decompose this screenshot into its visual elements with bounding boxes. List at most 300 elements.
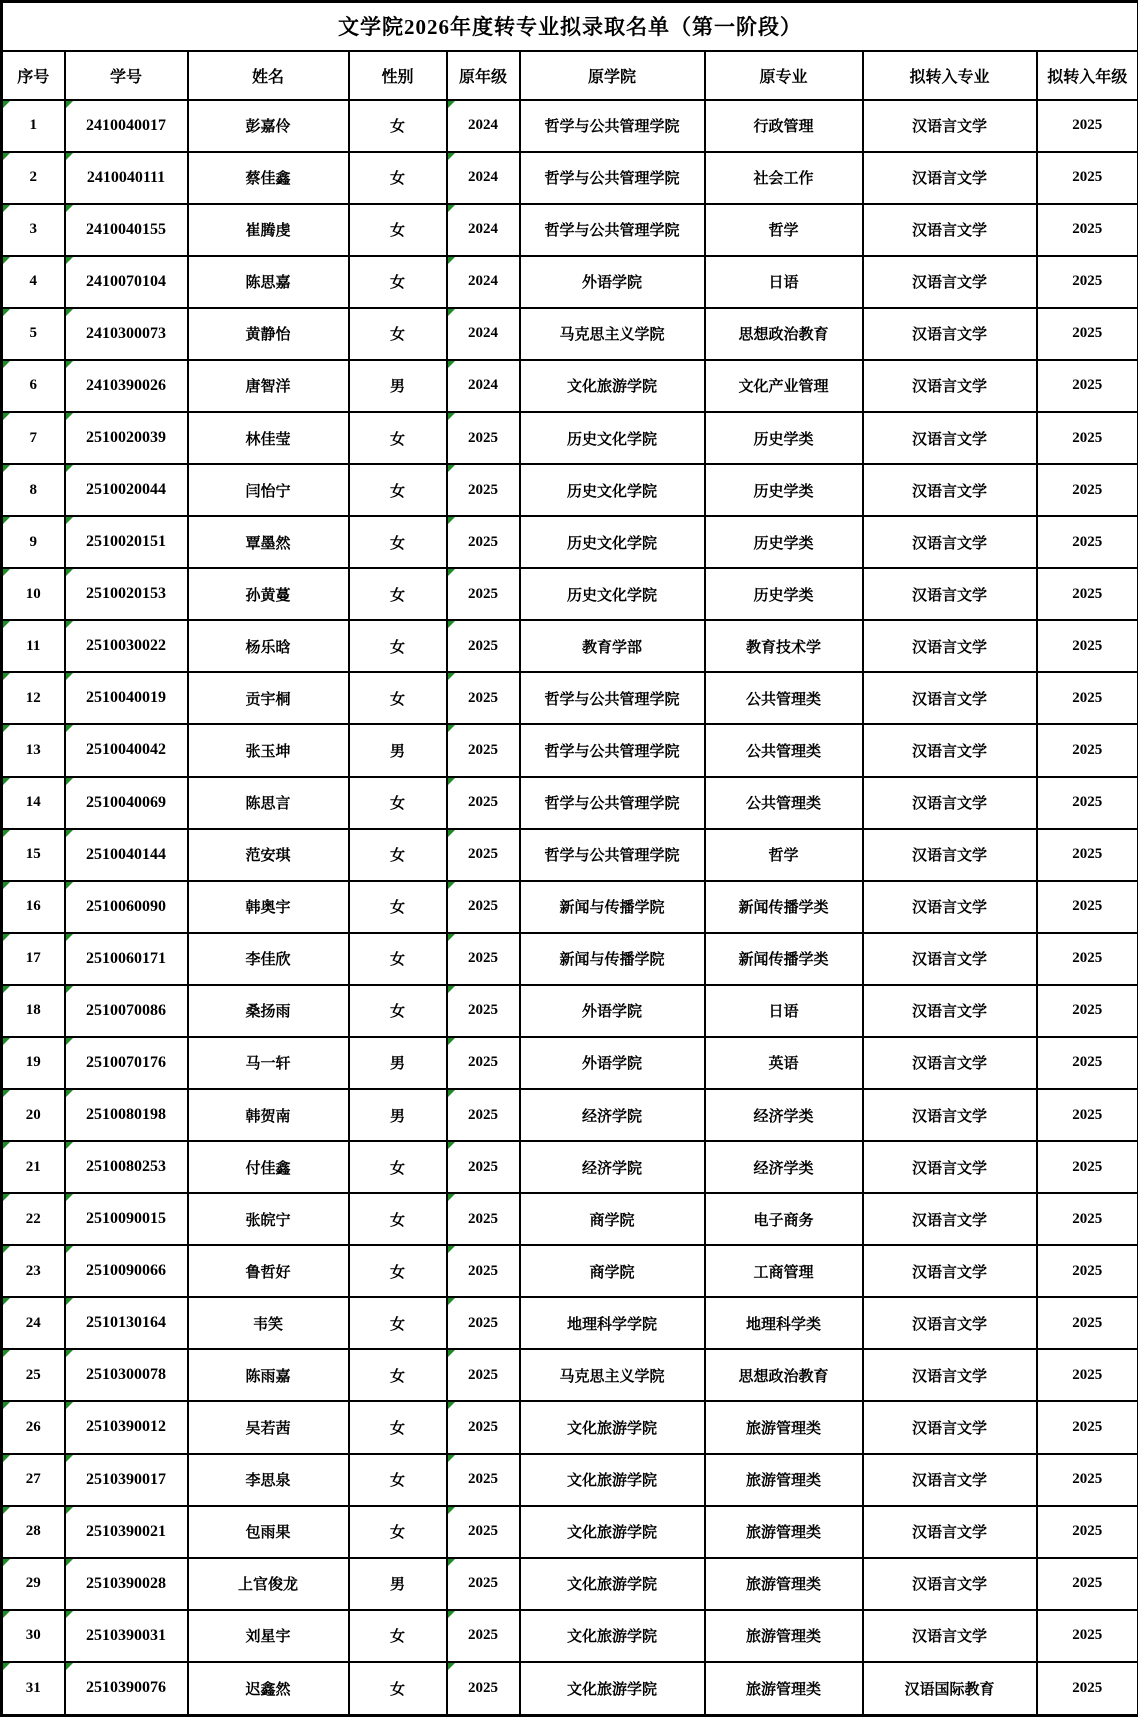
cell-gender [349, 100, 447, 152]
cell-value: 2510060090 [86, 897, 166, 915]
cell-value: 2025 [468, 794, 498, 811]
cell-target_grade [1037, 1297, 1138, 1349]
cell-value: 孙黄蔓 [245, 587, 291, 604]
cell-orig_major [705, 152, 863, 204]
cell-orig_major [705, 1141, 863, 1193]
cell-name [188, 360, 349, 412]
cell-orig_grade [447, 1610, 520, 1662]
cell-value: 汉语言文学 [911, 1577, 987, 1594]
cell-value: 商学院 [589, 1264, 635, 1281]
cell-value: 汉语言文学 [911, 1108, 987, 1125]
cell-value: 汉语言文学 [911, 900, 987, 917]
cell-value: 女 [389, 900, 405, 917]
cell-target_major [863, 985, 1037, 1037]
cell-value: 女 [389, 223, 405, 240]
text-format-marker-icon [448, 1611, 455, 1618]
text-format-marker-icon [3, 1507, 10, 1514]
cell-student_id [65, 1089, 188, 1141]
cell-value: 张玉坤 [245, 743, 291, 760]
cell-orig_college [520, 724, 705, 776]
cell-serial [2, 1506, 65, 1558]
cell-value: 2025 [468, 1210, 498, 1227]
table-row [2, 1141, 1138, 1193]
cell-value: 工商管理 [753, 1264, 814, 1281]
cell-value: 汉语言文学 [911, 743, 987, 760]
text-format-marker-icon [66, 673, 73, 680]
cell-value: 哲学与公共管理学院 [544, 119, 680, 136]
cell-value: 2025 [468, 1002, 498, 1019]
cell-orig_major [705, 412, 863, 464]
cell-value: 汉语言文学 [911, 535, 987, 552]
cell-value: 女 [389, 1212, 405, 1229]
cell-target_major [863, 464, 1037, 516]
cell-target_grade [1037, 1401, 1138, 1453]
cell-value: 2510070176 [86, 1053, 166, 1071]
cell-value: 新闻传播学类 [738, 900, 829, 917]
text-format-marker-icon [66, 778, 73, 785]
text-format-marker-icon [448, 830, 455, 837]
cell-value: 2025 [468, 481, 498, 498]
cell-target_major [863, 1245, 1037, 1297]
cell-value: 2510390028 [86, 1574, 166, 1592]
text-format-marker-icon [66, 621, 73, 628]
cell-target_grade [1037, 1245, 1138, 1297]
cell-target_grade [1037, 1662, 1138, 1716]
cell-target_grade [1037, 1610, 1138, 1662]
cell-orig_major [705, 100, 863, 152]
column-header-student_id: 学号 [65, 51, 188, 100]
table-row [2, 620, 1138, 672]
cell-value: 2025 [468, 1106, 498, 1123]
cell-orig_major [705, 1662, 863, 1716]
cell-target_grade [1037, 1454, 1138, 1506]
cell-target_major [863, 1349, 1037, 1401]
cell-value: 历史文化学院 [566, 587, 657, 604]
cell-value: 2 [29, 169, 37, 186]
cell-value: 2025 [1072, 585, 1103, 602]
cell-serial [2, 881, 65, 933]
text-format-marker-icon [448, 569, 455, 576]
text-format-marker-icon [448, 101, 455, 108]
cell-serial [2, 1401, 65, 1453]
cell-student_id [65, 1610, 188, 1662]
cell-target_grade [1037, 100, 1138, 152]
cell-target_major [863, 1506, 1037, 1558]
cell-value: 2025 [1072, 1158, 1103, 1175]
cell-value: 女 [389, 1004, 405, 1021]
cell-orig_college [520, 1141, 705, 1193]
cell-value: 汉语言文学 [911, 119, 987, 136]
cell-value: 2025 [1072, 221, 1103, 238]
text-format-marker-icon [448, 257, 455, 264]
cell-orig_college [520, 1662, 705, 1716]
table-row [2, 777, 1138, 829]
column-header-orig_major: 原专业 [705, 51, 863, 100]
text-format-marker-icon [66, 1611, 73, 1618]
text-format-marker-icon [66, 465, 73, 472]
cell-value: 包雨果 [245, 1525, 291, 1542]
cell-value: 2025 [1072, 1471, 1103, 1488]
cell-value: 2025 [468, 585, 498, 602]
cell-gender [349, 360, 447, 412]
text-format-marker-icon [66, 569, 73, 576]
text-format-marker-icon [3, 1038, 10, 1045]
cell-value: 哲学与公共管理学院 [544, 691, 680, 708]
cell-name [188, 724, 349, 776]
cell-value: 2025 [468, 1627, 498, 1644]
cell-name [188, 777, 349, 829]
cell-value: 付佳鑫 [245, 1160, 291, 1177]
cell-value: 2025 [1072, 429, 1103, 446]
cell-value: 男 [389, 1056, 405, 1073]
text-format-marker-icon [66, 934, 73, 941]
cell-value: 蔡佳鑫 [245, 171, 291, 188]
cell-target_major [863, 152, 1037, 204]
cell-gender [349, 568, 447, 620]
cell-value: 2410040155 [86, 220, 166, 238]
cell-value: 新闻传播学类 [738, 952, 829, 969]
cell-gender [349, 1037, 447, 1089]
cell-orig_grade [447, 1037, 520, 1089]
text-format-marker-icon [3, 1559, 10, 1566]
cell-value: 英语 [768, 1056, 799, 1073]
cell-student_id [65, 412, 188, 464]
cell-value: 男 [389, 379, 405, 396]
cell-student_id [65, 204, 188, 256]
cell-target_major [863, 360, 1037, 412]
cell-value: 汉语言文学 [911, 171, 987, 188]
title-row [2, 2, 1138, 51]
cell-value: 历史文化学院 [566, 483, 657, 500]
text-format-marker-icon [448, 673, 455, 680]
cell-value: 女 [389, 1420, 405, 1437]
text-format-marker-icon [3, 673, 10, 680]
cell-value: 女 [389, 587, 405, 604]
cell-value: 1 [29, 117, 37, 134]
cell-serial [2, 829, 65, 881]
cell-value: 女 [389, 431, 405, 448]
cell-value: 女 [389, 1316, 405, 1333]
cell-value: 女 [389, 275, 405, 292]
cell-value: 思想政治教育 [738, 1368, 829, 1385]
table-row [2, 152, 1138, 204]
cell-serial [2, 777, 65, 829]
cell-value: 2510040144 [86, 845, 166, 863]
cell-student_id [65, 829, 188, 881]
cell-gender [349, 256, 447, 308]
cell-value: 陈思嘉 [245, 275, 291, 292]
table-row [2, 1662, 1138, 1716]
cell-value: 2025 [1072, 1054, 1103, 1071]
cell-value: 2025 [468, 898, 498, 915]
cell-value: 唐智洋 [245, 379, 291, 396]
cell-name [188, 1662, 349, 1716]
cell-value: 2410390026 [86, 376, 166, 394]
cell-orig_college [520, 1610, 705, 1662]
table-row [2, 516, 1138, 568]
cell-value: 31 [25, 1679, 41, 1696]
cell-value: 女 [389, 1160, 405, 1177]
text-format-marker-icon [66, 1402, 73, 1409]
cell-value: 经济学类 [753, 1108, 814, 1125]
cell-gender [349, 1401, 447, 1453]
cell-value: 2025 [1072, 1106, 1103, 1123]
cell-gender [349, 1454, 447, 1506]
cell-orig_grade [447, 881, 520, 933]
header-row [2, 51, 1138, 100]
cell-value: 旅游管理类 [745, 1473, 821, 1490]
cell-orig_grade [447, 1193, 520, 1245]
cell-target_major [863, 1401, 1037, 1453]
cell-value: 电子商务 [753, 1212, 814, 1229]
cell-serial [2, 620, 65, 672]
cell-value: 2024 [468, 169, 498, 186]
cell-orig_grade [447, 152, 520, 204]
cell-orig_major [705, 516, 863, 568]
cell-target_major [863, 1141, 1037, 1193]
cell-student_id [65, 100, 188, 152]
cell-serial [2, 724, 65, 776]
cell-student_id [65, 152, 188, 204]
cell-name [188, 308, 349, 360]
cell-value: 9 [29, 533, 37, 550]
cell-value: 汉语国际教育 [904, 1681, 995, 1698]
cell-serial [2, 308, 65, 360]
cell-orig_college [520, 620, 705, 672]
cell-orig_college [520, 412, 705, 464]
column-header-name: 姓名 [188, 51, 349, 100]
cell-value: 2025 [468, 429, 498, 446]
text-format-marker-icon [3, 413, 10, 420]
cell-value: 2025 [468, 1418, 498, 1435]
cell-target_grade [1037, 256, 1138, 308]
cell-target_major [863, 308, 1037, 360]
cell-value: 女 [389, 1525, 405, 1542]
cell-value: 2510020044 [86, 481, 166, 499]
text-format-marker-icon [3, 1298, 10, 1305]
text-format-marker-icon [3, 725, 10, 732]
cell-serial [2, 568, 65, 620]
cell-name [188, 568, 349, 620]
text-format-marker-icon [3, 621, 10, 628]
text-format-marker-icon [66, 1350, 73, 1357]
cell-value: 22 [25, 1210, 41, 1227]
text-format-marker-icon [3, 1663, 10, 1670]
cell-value: 汉语言文学 [911, 275, 987, 292]
cell-value: 2510040069 [86, 793, 166, 811]
cell-value: 彭嘉伶 [245, 119, 291, 136]
text-format-marker-icon [3, 1611, 10, 1618]
cell-student_id [65, 620, 188, 672]
cell-student_id [65, 1558, 188, 1610]
column-header-target_grade: 拟转入年级 [1037, 51, 1138, 100]
cell-orig_college [520, 1349, 705, 1401]
cell-serial [2, 204, 65, 256]
text-format-marker-icon [66, 257, 73, 264]
cell-value: 马克思主义学院 [559, 1368, 665, 1385]
cell-orig_major [705, 1506, 863, 1558]
cell-target_grade [1037, 672, 1138, 724]
text-format-marker-icon [66, 205, 73, 212]
cell-target_major [863, 1193, 1037, 1245]
cell-value: 2410040017 [86, 116, 166, 134]
cell-target_major [863, 1558, 1037, 1610]
cell-value: 2025 [1072, 325, 1103, 342]
cell-value: 2025 [1072, 1262, 1103, 1279]
text-format-marker-icon [3, 986, 10, 993]
cell-orig_college [520, 516, 705, 568]
cell-orig_major [705, 829, 863, 881]
cell-serial [2, 1193, 65, 1245]
cell-orig_college [520, 829, 705, 881]
cell-name [188, 1245, 349, 1297]
text-format-marker-icon [3, 1246, 10, 1253]
cell-value: 女 [389, 796, 405, 813]
text-format-marker-icon [66, 1455, 73, 1462]
cell-target_major [863, 1297, 1037, 1349]
text-format-marker-icon [3, 101, 10, 108]
cell-orig_grade [447, 360, 520, 412]
cell-serial [2, 464, 65, 516]
cell-value: 女 [389, 535, 405, 552]
cell-value: 李思泉 [245, 1473, 291, 1490]
cell-orig_grade [447, 1141, 520, 1193]
cell-target_grade [1037, 464, 1138, 516]
cell-value: 2410300073 [86, 324, 166, 342]
text-format-marker-icon [448, 1142, 455, 1149]
table-row [2, 464, 1138, 516]
cell-student_id [65, 777, 188, 829]
text-format-marker-icon [66, 1507, 73, 1514]
cell-value: 15 [25, 846, 41, 863]
cell-value: 18 [25, 1002, 41, 1019]
cell-orig_grade [447, 1401, 520, 1453]
cell-value: 地理科学学院 [566, 1316, 657, 1333]
text-format-marker-icon [66, 986, 73, 993]
cell-orig_major [705, 360, 863, 412]
cell-value: 经济学院 [581, 1108, 642, 1125]
cell-value: 男 [389, 743, 405, 760]
cell-target_grade [1037, 568, 1138, 620]
cell-serial [2, 985, 65, 1037]
cell-serial [2, 516, 65, 568]
text-format-marker-icon [448, 205, 455, 212]
cell-value: 2025 [1072, 481, 1103, 498]
cell-orig_grade [447, 204, 520, 256]
cell-value: 2025 [1072, 1679, 1103, 1696]
cell-target_major [863, 620, 1037, 672]
text-format-marker-icon [66, 361, 73, 368]
cell-value: 2410040111 [86, 168, 166, 186]
cell-target_major [863, 1610, 1037, 1662]
cell-student_id [65, 933, 188, 985]
cell-serial [2, 152, 65, 204]
cell-value: 汉语言文学 [911, 1004, 987, 1021]
cell-orig_major [705, 1245, 863, 1297]
text-format-marker-icon [3, 882, 10, 889]
cell-value: 汉语言文学 [911, 587, 987, 604]
cell-value: 汉语言文学 [911, 1316, 987, 1333]
table-row [2, 672, 1138, 724]
cell-value: 汉语言文学 [911, 952, 987, 969]
cell-value: 汉语言文学 [911, 431, 987, 448]
cell-value: 经济学类 [753, 1160, 814, 1177]
text-format-marker-icon [448, 309, 455, 316]
cell-value: 张皖宁 [245, 1212, 291, 1229]
cell-serial [2, 256, 65, 308]
cell-target_major [863, 204, 1037, 256]
cell-target_major [863, 1454, 1037, 1506]
cell-target_major [863, 777, 1037, 829]
cell-name [188, 152, 349, 204]
cell-value: 陈思言 [245, 796, 291, 813]
cell-student_id [65, 1454, 188, 1506]
cell-value: 鲁哲好 [245, 1264, 291, 1281]
table-row [2, 100, 1138, 152]
cell-value: 2024 [468, 117, 498, 134]
cell-orig_grade [447, 412, 520, 464]
table-row [2, 308, 1138, 360]
cell-name [188, 1089, 349, 1141]
cell-orig_major [705, 672, 863, 724]
cell-value: 2510390021 [86, 1522, 166, 1540]
table-row [2, 933, 1138, 985]
cell-gender [349, 1089, 447, 1141]
cell-serial [2, 100, 65, 152]
cell-value: 汉语言文学 [911, 1264, 987, 1281]
cell-value: 29 [25, 1575, 41, 1592]
cell-value: 韩奥宇 [245, 900, 291, 917]
cell-orig_college [520, 464, 705, 516]
cell-value: 男 [389, 1108, 405, 1125]
cell-name [188, 1558, 349, 1610]
cell-value: 历史文化学院 [566, 431, 657, 448]
cell-student_id [65, 1297, 188, 1349]
text-format-marker-icon [3, 257, 10, 264]
cell-value: 闫怡宁 [245, 483, 291, 500]
cell-value: 2025 [1072, 1627, 1103, 1644]
text-format-marker-icon [66, 1038, 73, 1045]
cell-target_major [863, 568, 1037, 620]
cell-student_id [65, 985, 188, 1037]
column-header-gender: 性别 [349, 51, 447, 100]
cell-target_major [863, 1662, 1037, 1716]
cell-value: 女 [389, 952, 405, 969]
cell-value: 女 [389, 1368, 405, 1385]
text-format-marker-icon [3, 934, 10, 941]
cell-serial [2, 933, 65, 985]
cell-student_id [65, 308, 188, 360]
text-format-marker-icon [66, 830, 73, 837]
cell-value: 女 [389, 691, 405, 708]
cell-name [188, 1193, 349, 1245]
text-format-marker-icon [3, 778, 10, 785]
cell-orig_college [520, 568, 705, 620]
cell-value: 思想政治教育 [738, 327, 829, 344]
cell-value: 2025 [1072, 637, 1103, 654]
cell-name [188, 204, 349, 256]
cell-target_grade [1037, 308, 1138, 360]
cell-target_major [863, 412, 1037, 464]
cell-value: 汉语言文学 [911, 1473, 987, 1490]
cell-orig_college [520, 1193, 705, 1245]
cell-student_id [65, 568, 188, 620]
cell-orig_major [705, 985, 863, 1037]
cell-value: 哲学与公共管理学院 [544, 796, 680, 813]
cell-orig_major [705, 620, 863, 672]
cell-name [188, 1401, 349, 1453]
text-format-marker-icon [448, 1350, 455, 1357]
